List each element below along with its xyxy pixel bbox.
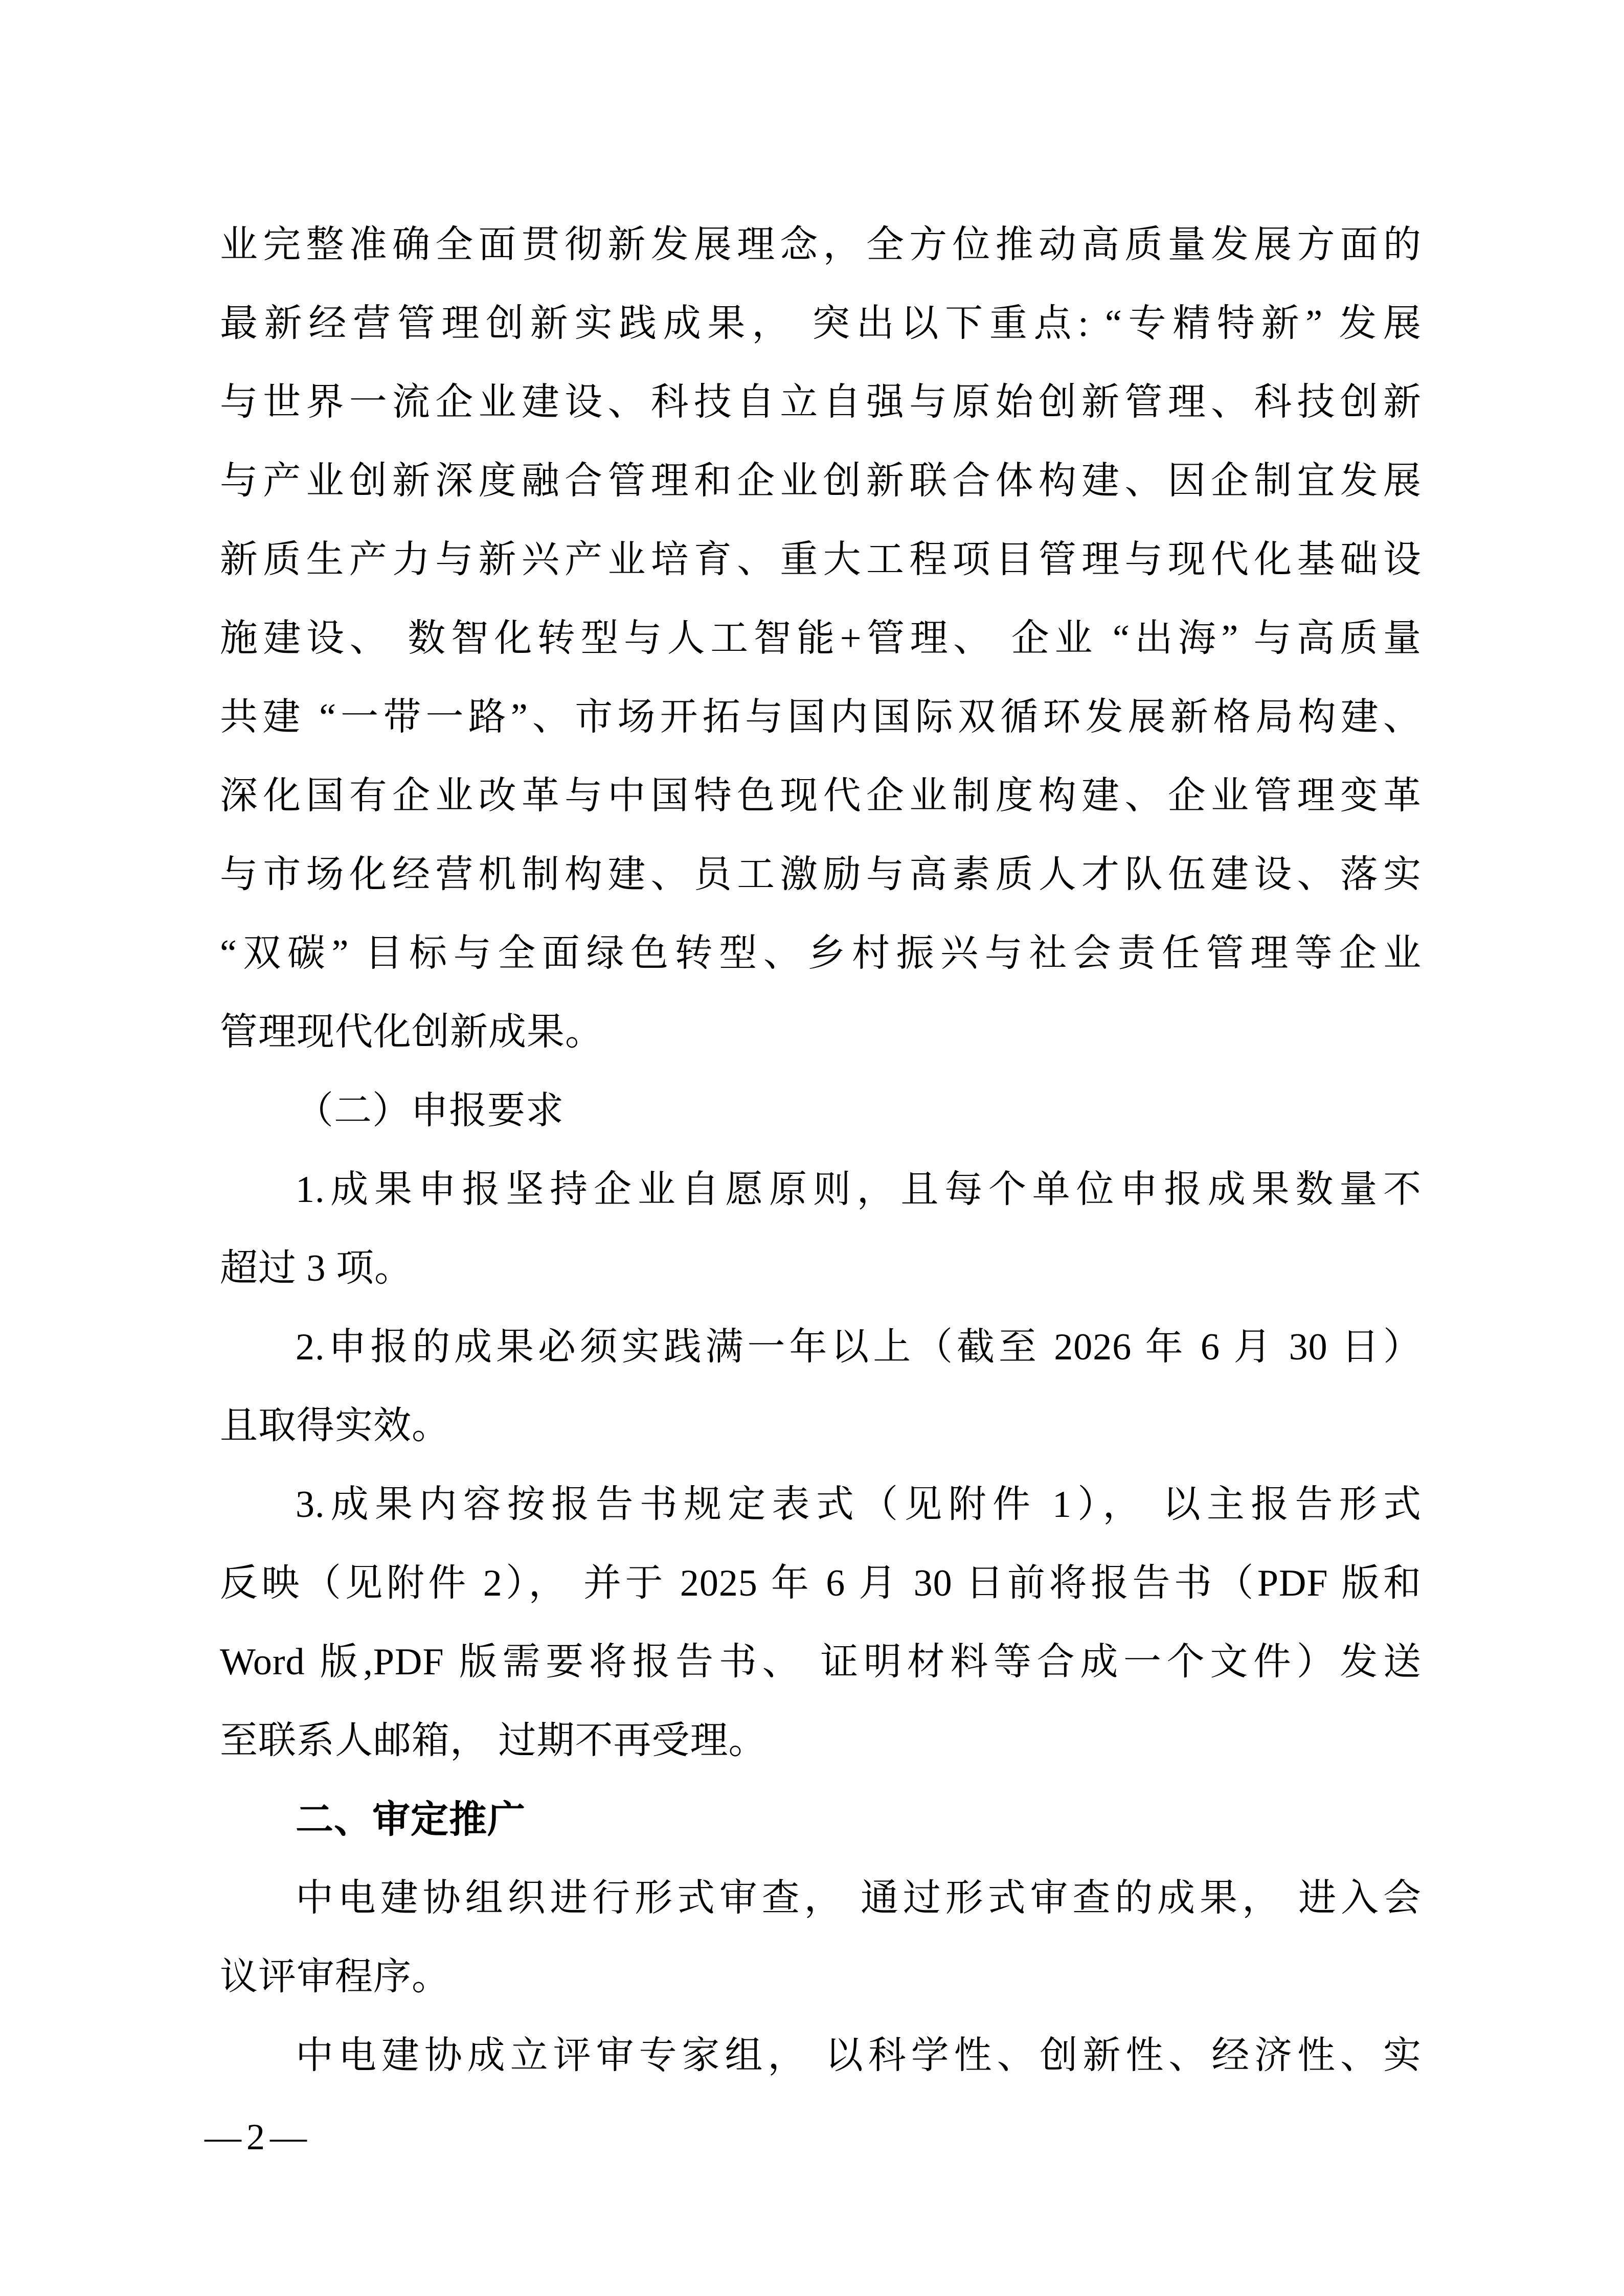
text-line: 施建设、 数智化转型与人工智能+管理、 企业 “出海” 与高质量: [220, 618, 1422, 660]
text-line: 且取得实效。: [220, 1405, 450, 1447]
text-line: 最新经营管理创新实践成果， 突出以下重点: “专精特新” 发展: [220, 303, 1422, 345]
text-line: 议评审程序。: [220, 1956, 450, 1998]
text-line: 2.申报的成果必须实践满一年以上（截至 2026 年 6 月 30 日）: [296, 1326, 1422, 1368]
text-line: Word 版,PDF 版需要将报告书、 证明材料等合成一个文件）发送: [220, 1641, 1422, 1683]
page-number: —2—: [205, 2117, 312, 2157]
text-line: 业完整准确全面贯彻新发展理念，全方位推动高质量发展方面的: [220, 224, 1422, 266]
text-line: 至联系人邮箱， 过期不再受理。: [220, 1720, 767, 1762]
text-line: 新质生产力与新兴产业培育、重大工程项目管理与现代化基础设: [220, 539, 1422, 581]
text-line: “双碳” 目标与全面绿色转型、乡村振兴与社会责任管理等企业: [220, 933, 1422, 974]
text-line: 反映（见附件 2）， 并于 2025 年 6 月 30 日前将报告书（PDF 版和: [220, 1562, 1422, 1604]
text-line: 深化国有企业改革与中国特色现代企业制度构建、企业管理变革: [220, 775, 1422, 817]
text-line: 中电建协组织进行形式审查， 通过形式审查的成果， 进入会: [296, 1877, 1422, 1919]
text-line: 1.成果申报坚持企业自愿原则，且每个单位申报成果数量不: [296, 1169, 1422, 1211]
text-line: 与市场化经营机制构建、员工激励与高素质人才队伍建设、落实: [220, 854, 1422, 896]
section-heading-line: 二、审定推广: [296, 1798, 526, 1840]
document-body: [220, 206, 1422, 2095]
text-line: 共建 “一带一路”、市场开拓与国内国际双循环发展新格局构建、: [220, 696, 1422, 738]
text-line: 中电建协成立评审专家组， 以科学性、创新性、经济性、实: [296, 2035, 1422, 2077]
text-line: 超过 3 项。: [220, 1247, 413, 1289]
text-line: 3.成果内容按报告书规定表式（见附件 1）， 以主报告形式: [296, 1484, 1422, 1526]
text-line: 与世界一流企业建设、科技自立自强与原始创新管理、科技创新: [220, 381, 1422, 423]
text-line: 管理现代化创新成果。: [220, 1011, 603, 1053]
text-line: 与产业创新深度融合管理和企业创新联合体构建、因企制宜发展: [220, 460, 1422, 502]
text-line: （二）申报要求: [296, 1090, 564, 1132]
